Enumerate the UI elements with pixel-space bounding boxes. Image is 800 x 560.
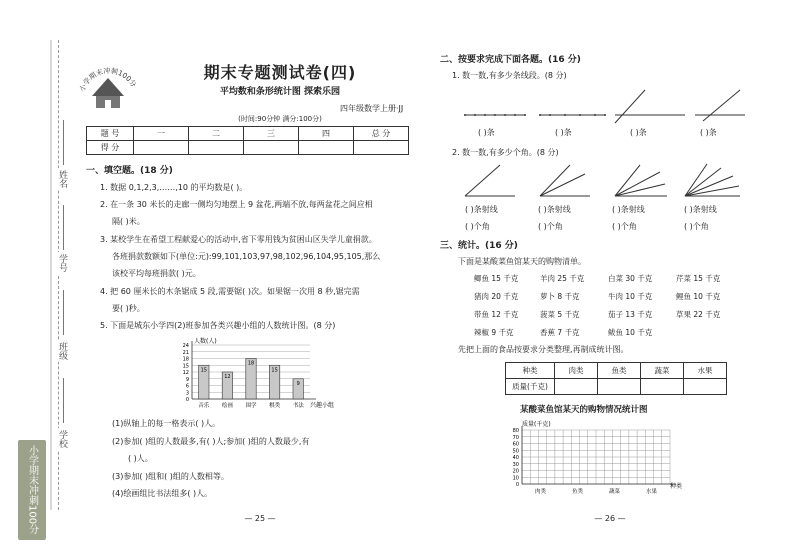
page-number-right: — 26 — <box>594 514 626 523</box>
chart-x-label: 兴趣小组 <box>310 402 335 409</box>
binding-bar <box>50 40 52 510</box>
sort-head: 种类 <box>506 363 555 379</box>
angle-answer-4: ( )个角 <box>684 222 709 231</box>
q3a: 3. 某校学生在希望工程献爱心的活动中,省下零用钱为贫困山区失学儿童捐款。 <box>100 235 377 244</box>
chart-y-tick: 6 <box>185 383 189 390</box>
food-item: 萝卜 8 千克 <box>540 292 580 301</box>
ray-answer-1: ( )条射线 <box>465 205 498 214</box>
chart-data-label: 15 <box>200 367 207 374</box>
page-title: 期末专题测试卷(四) <box>203 63 357 82</box>
page-number-left: — 25 — <box>244 514 276 523</box>
chart-x-tick: 棋类 <box>269 403 281 409</box>
instruction: 先把上面的食品按要求分类整理,再制成统计图。 <box>458 345 629 354</box>
grid-x-tick: 肉类 <box>534 489 547 495</box>
grid-x-tick: 蔬菜 <box>608 489 621 495</box>
r1: 1. 数一数,有多少条线段。(8 分) <box>452 71 567 80</box>
ray-answer-3: ( )条射线 <box>612 205 645 214</box>
grid-y-tick: 50 <box>512 448 519 455</box>
chart-y-tick: 24 <box>182 343 189 349</box>
q5-3: (3)参加( )组和( )组的人数相等。 <box>112 472 229 481</box>
grid-y-tick: 40 <box>512 455 519 461</box>
grid-y-tick: 60 <box>512 441 519 448</box>
score-head: 一 <box>134 127 189 141</box>
chart-y-tick: 0 <box>185 397 189 403</box>
right-chart-x-label: 种类 <box>670 483 683 490</box>
q5-4: (4)绘画组比书法组多( )人。 <box>112 489 213 498</box>
section1-heading: 一、填空题。(18 分) <box>86 166 173 176</box>
angle-answer-2: ( )个角 <box>538 222 563 231</box>
sort-head: 肉类 <box>555 363 598 379</box>
angle-answer-1: ( )个角 <box>465 222 490 231</box>
q4a: 4. 把 60 厘米长的木条锯成 5 段,需要锯( )次。如果锯一次用 8 秒,锯完需 <box>100 287 360 296</box>
q3c: 该校平均每班捐款( )元。 <box>112 269 201 278</box>
food-item: 鲤鱼 10 千克 <box>676 292 721 301</box>
sort-cell[interactable] <box>641 379 684 395</box>
chart-y-tick: 9 <box>185 376 189 383</box>
food-item: 草果 22 千克 <box>676 310 721 319</box>
chart-x-tick: 书法 <box>292 403 304 409</box>
score-cell[interactable] <box>134 141 189 155</box>
chart-x-tick: 绘画 <box>221 403 233 409</box>
ray-answer-2: ( )条射线 <box>538 205 571 214</box>
field-id: 学号 <box>57 254 67 272</box>
sort-cell[interactable] <box>555 379 598 395</box>
q1: 1. 数据 0,1,2,3,……,10 的平均数是( )。 <box>100 183 248 192</box>
interest-group-chart <box>170 335 370 415</box>
q5-2a: (2)参加( )组的人数最多,有( )人;参加( )组的人数最少,有 <box>112 437 310 446</box>
score-cell[interactable] <box>244 141 299 155</box>
chart-y-tick: 21 <box>182 349 189 356</box>
angle-answer-3: ( )个角 <box>612 222 637 231</box>
r2: 2. 数一数,有多少个角。(8 分) <box>452 148 559 157</box>
sort-head: 蔬菜 <box>641 363 684 379</box>
svg-text:小学期末冲刺100分: 小学期末冲刺100分 <box>78 66 138 93</box>
food-item: 鲅鱼 10 千克 <box>608 328 653 337</box>
chart-y-tick: 3 <box>185 390 189 397</box>
shopping-chart-grid <box>500 418 700 500</box>
score-head: 三 <box>244 127 299 141</box>
score-head: 四 <box>299 127 354 141</box>
q5: 5. 下面是城东小学四(2)班参加各类兴趣小组的人数统计图。(8 分) <box>100 321 336 330</box>
sort-row-label: 质量(千克) <box>506 379 555 395</box>
food-item: 芹菜 15 千克 <box>676 274 721 283</box>
ray-answer-4: ( )条射线 <box>684 205 717 214</box>
chart-data-label: 18 <box>247 360 255 367</box>
angle-figures <box>455 160 755 200</box>
shopping-intro: 下面是某酸菜鱼馆某天的购物清单。 <box>458 257 586 266</box>
brand-label: 小学期末冲刺100分 <box>18 440 46 540</box>
food-item: 香蕉 7 千克 <box>540 328 580 337</box>
score-table <box>86 126 409 155</box>
field-school: 学校 <box>57 430 67 448</box>
food-item: 菠菜 5 千克 <box>540 310 580 319</box>
grade-label: 四年级数学上册·JJ <box>340 104 404 113</box>
grid-y-tick: 30 <box>512 461 519 468</box>
q5-1: (1)纵轴上的每一格表示( )人。 <box>112 419 221 428</box>
chart-x-tick: 围学 <box>245 403 257 409</box>
chart-x-tick: 音乐 <box>198 403 210 409</box>
q2b: 隔( )米。 <box>112 217 145 226</box>
chart-y-tick: 15 <box>182 363 189 370</box>
field-class: 班级 <box>57 342 67 360</box>
food-item: 带鱼 12 千克 <box>474 310 519 319</box>
score-cell[interactable] <box>354 141 409 155</box>
section3-heading: 三、统计。(16 分) <box>440 241 518 251</box>
grid-y-tick: 20 <box>512 468 519 475</box>
grid-y-tick: 10 <box>512 475 519 482</box>
food-item: 鲫鱼 15 千克 <box>474 274 519 283</box>
chart-y-tick: 12 <box>182 370 189 376</box>
q2a: 2. 在一条 30 米长的走廊一侧均匀地摆上 9 盆花,两端不放,每两盆花之间应相 <box>100 200 373 209</box>
grid-y-tick: 0 <box>515 482 519 488</box>
score-head: 总 分 <box>354 127 409 141</box>
food-item: 辣椒 9 千克 <box>474 328 514 337</box>
house-logo-icon <box>76 52 140 110</box>
grid-y-tick: 80 <box>512 428 519 434</box>
grid-x-tick: 水果 <box>645 489 658 495</box>
sort-cell[interactable] <box>684 379 727 395</box>
segment-figures <box>455 85 755 125</box>
score-head: 题 号 <box>87 127 134 141</box>
score-head: 二 <box>189 127 244 141</box>
sort-head: 水果 <box>684 363 727 379</box>
q5-2b: ( )人。 <box>128 454 153 463</box>
id-line <box>63 205 64 250</box>
right-chart-y-label: 质量(千克) <box>522 421 551 428</box>
time-info: (时间:90分钟 满分:100分) <box>238 115 322 123</box>
grid-x-tick: 鱼类 <box>571 489 584 495</box>
field-name: 姓名 <box>57 170 67 188</box>
seg-answer-1: ( )条 <box>478 128 495 137</box>
school-line <box>63 378 64 423</box>
chart-y-tick: 18 <box>182 356 189 363</box>
chart-data-label: 9 <box>296 380 300 387</box>
class-line <box>63 290 64 335</box>
sort-head: 鱼类 <box>598 363 641 379</box>
section2-heading: 二、按要求完成下面各题。(16 分) <box>440 55 581 65</box>
q4b: 要( )秒。 <box>112 304 145 313</box>
food-item: 猪肉 20 千克 <box>474 292 519 301</box>
food-item: 白菜 30 千克 <box>608 274 653 283</box>
score-label: 得 分 <box>87 141 134 155</box>
sort-cell[interactable] <box>598 379 641 395</box>
score-cell[interactable] <box>299 141 354 155</box>
right-chart-title: 某酸菜鱼馆某天的购物情况统计图 <box>520 405 648 415</box>
seg-answer-2: ( )条 <box>555 128 572 137</box>
food-item: 牛肉 10 千克 <box>608 292 653 301</box>
chart-data-label: 15 <box>271 367 278 374</box>
seg-answer-4: ( )条 <box>700 128 717 137</box>
name-line <box>63 120 64 165</box>
food-item: 茄子 13 千克 <box>608 310 653 319</box>
food-item: 羊肉 25 千克 <box>540 274 585 283</box>
q3b: 各班捐款数额如下(单位:元):99,101,103,97,98,102,96,104,95,105,那么 <box>112 252 381 261</box>
score-cell[interactable] <box>189 141 244 155</box>
sort-table <box>505 362 727 395</box>
grid-y-tick: 70 <box>512 434 519 441</box>
chart-data-label: 12 <box>224 374 231 380</box>
page-subtitle: 平均数和条形统计图 探索乐园 <box>219 87 341 97</box>
chart-y-label: 人数(人) <box>194 338 217 345</box>
seg-answer-3: ( )条 <box>630 128 647 137</box>
